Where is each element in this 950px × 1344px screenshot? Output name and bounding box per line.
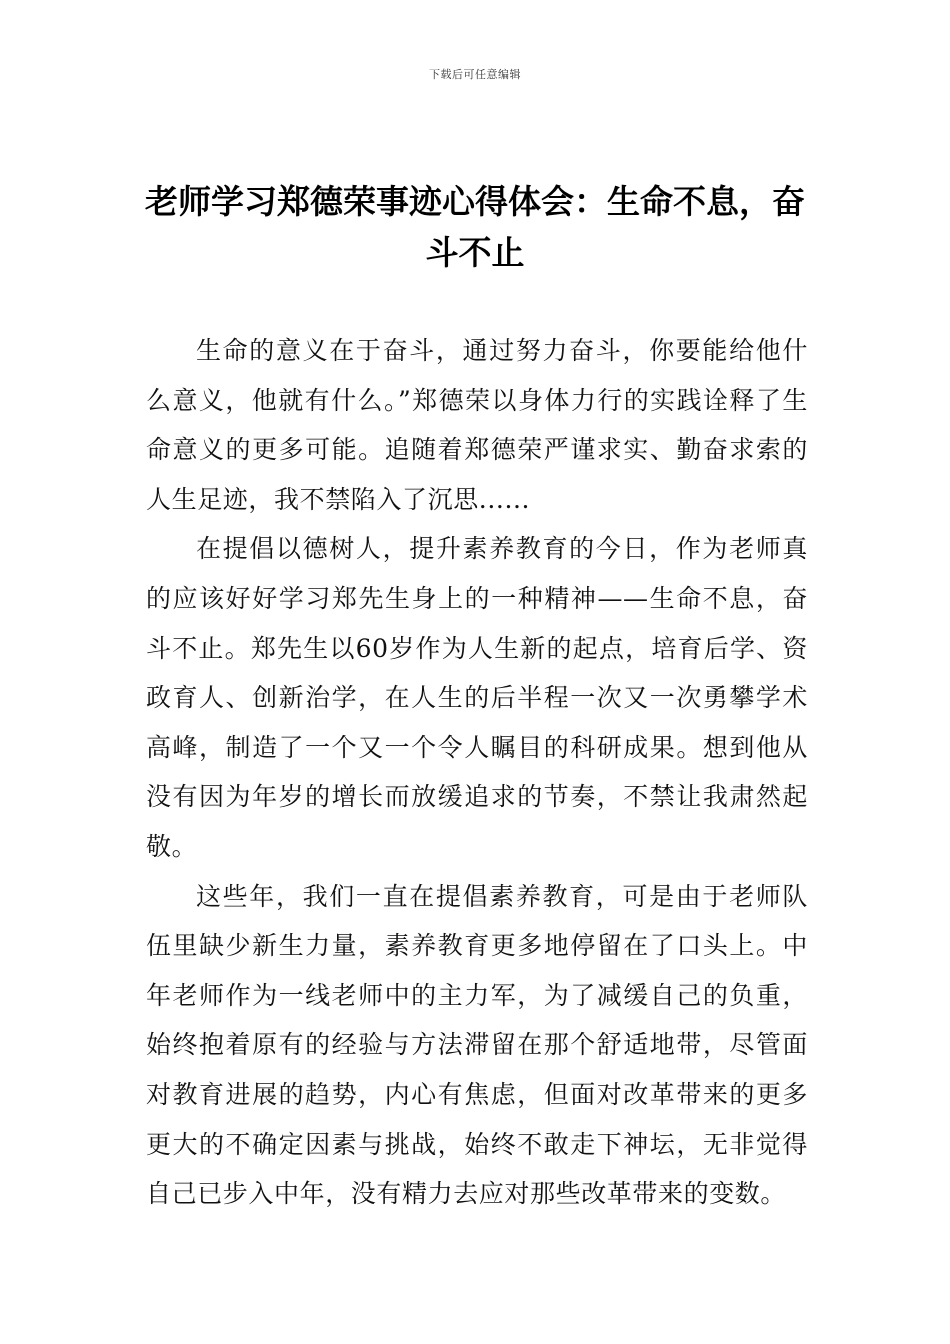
header-note: 下载后可任意编辑 bbox=[429, 68, 521, 81]
paragraph: 这些年，我们一直在提倡素养教育，可是由于老师队伍里缺少新生力量，素养教育更多地停留在了口头上。中年老师作为一线老师中的主力军，为了减缓自己的负重，始终抱着原有的经验与方法滞留在那个舒适地带，尽管面对教育进展的趋势，内心有焦虑，但面对改革带来的更多更大的不确定因素与挑战，始终不敢走下神坛，无非觉得自己已步入中年，没有精力去应对那些改革带来的变数。 bbox=[146, 881, 808, 1209]
paragraph: 在提倡以德树人，提升素养教育的今日，作为老师真的应该好好学习郑先生身上的一种精神——生命不息，奋斗不止。郑先生以60岁作为人生新的起点，培育后学、资政育人、创新治学，在人生的后半程一次又一次勇攀学术高峰，制造了一个又一个令人瞩目的科研成果。想到他从没有因为年岁的增长而放缓追求的节奏，不禁让我肃然起敬。 bbox=[146, 534, 808, 861]
document-body bbox=[146, 326, 808, 1219]
paragraph: 生命的意义在于奋斗，通过努力奋斗，你要能给他什么意义，他就有什么。”郑德荣以身体力行的实践诠释了生命意义的更多可能。追随着郑德荣严谨求实、勤奋求索的人生足迹，我不禁陷入了沉思...... bbox=[146, 336, 808, 514]
document-title: 老师学习郑德荣事迹心得体会：生命不息，奋斗不止 bbox=[145, 182, 805, 272]
